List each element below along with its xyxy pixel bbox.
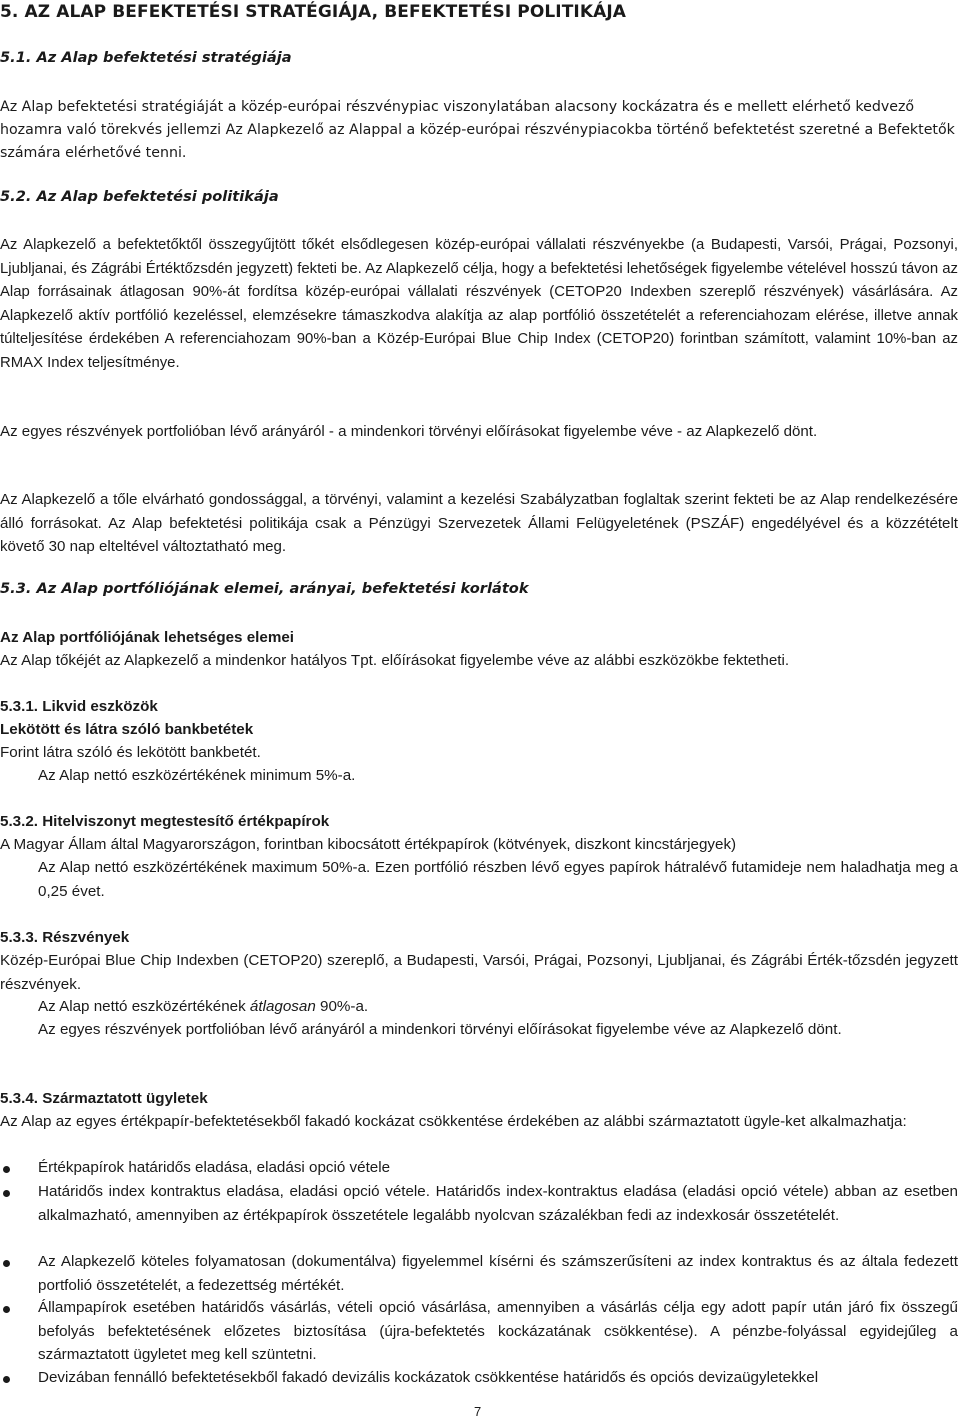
bullet-icon [3,1166,10,1173]
shares-line-2 [38,995,368,1019]
list-item [0,1296,958,1367]
list-item [0,1156,958,1180]
policy-paragraph-3: Az Alapkezelő a tőle elvárható gondossággal, a törvényi, valamint a kezelési Szabályzatban foglaltak szerint fekteti be az Alap rendelkezésére álló forrásokat. Az Alap befektetési politikája csak a Pénzügyi Szervezetek Állami Felügyeletének (PSZÁF) engedélyével és a közzétételt követő 30 nap elteltével változtatható meg. [0,491,958,556]
policy-paragraph-2: Az egyes részvények portfolióban lévő arányáról - a mindenkori törvényi előírásokat figyelembe véve - az Alapkezelő dönt. [0,423,818,440]
shares-line-1: Közép-Európai Blue Chip Indexben (CETOP20) szereplő, a Budapesti, Varsói, Prágai, Pozsonyi, Ljubljanai, és Zágrábi Érték-tőzsdén jegyzett részvények. [0,952,958,993]
heading-number: 5.3.4. [0,1090,43,1107]
bullet-icon [3,1190,10,1197]
shares-line-3: Az egyes részvények portfolióban lévő arányáról a mindenkori törvényi előírásokat figyelembe véve az Alapkezelő dönt. [38,1021,842,1038]
deposits-line-2: Az Alap nettó eszközértékének minimum 5%-a. [38,767,356,784]
portfolio-intro: Az Alap tőkéjét az Alapkezelő a mindenkor hatályos Tpt. előírásokat figyelembe véve az alábbi eszközökbe fektetheti. [0,652,790,669]
strategy-paragraph: Az Alap befektetési stratégiáját a közép-európai részvénypiac viszonylatában alacsony kockázatra és e mellett elérhető kedvező hozamra való törekvés jellemzi Az Alapkezelő az Alappal a közép-európai részvénypiacokba történő befektetést szeretné a Befektetők számára elérhetővé tenni. [0,99,955,161]
heading-number: 5.3.3. [0,929,43,946]
heading-5-3-2 [0,810,329,834]
shares-line-2-a: Az Alap nettó eszközértékének [38,998,250,1015]
heading-5-3-3 [0,926,129,950]
shares-line-2-italic: átlagosan [249,998,316,1015]
subsection-title-5-2: 5.2. Az Alap befektetési politikája [0,188,279,205]
heading-text: Részvények [42,929,130,946]
page-number: 7 [474,1404,482,1419]
heading-text: Hitelviszonyt megtestesítő értékpapírok [42,813,330,830]
list-item-text: Határidős index kontraktus eladása, eladási opció vétele. Határidős index-kontraktus eladása (eladási opció vétele) abban az esetben alkalmazható, amennyiben az értékpapírok összetétele legalább nyolcvan százalékban fedi az indexkosár összetételét. [38,1183,958,1224]
deposits-title: Lekötött és látra szóló bankbetétek [0,721,254,738]
list-item-text: Devizában fennálló befektetésekből fakadó devizális kockázatok csökkentése határidős és opciós devizaügyletekkel [38,1369,819,1386]
heading-text: Származtatott ügyletek [42,1090,208,1107]
list-item-text: Az Alapkezelő köteles folyamatosan (dokumentálva) figyelemmel kísérni és számszerűsíteni az index kontraktus és az általa fedezett portfolió összetételét, a fedezettség mértékét. [38,1253,958,1294]
bonds-line-1: A Magyar Állam által Magyarországon, forintban kibocsátott értékpapírok (kötvények, diszkont kincstárjegyek) [0,836,737,853]
deposits-line-1: Forint látra szóló és lekötött bankbetét. [0,744,261,761]
heading-number: 5.3.1. [0,698,43,715]
bonds-line-2: Az Alap nettó eszközértékének maximum 50%-a. Ezen portfólió részben lévő egyes papírok hátralévő futamideje nem haladhatja meg a 0,25 évet. [38,859,958,900]
subsection-title-5-1: 5.1. Az Alap befektetési stratégiája [0,49,292,66]
list-item-text: Értékpapírok határidős eladása, eladási opció vétele [38,1159,391,1176]
bullet-icon [3,1260,10,1267]
heading-5-3-1 [0,695,158,719]
portfolio-elements-title: Az Alap portfóliójának lehetséges elemei [0,629,294,646]
subsection-title-5-3: 5.3. Az Alap portfóliójának elemei, arányai, befektetési korlátok [0,580,529,597]
list-item [0,1366,958,1390]
heading-5-3-4 [0,1087,208,1111]
heading-text: Likvid eszközök [42,698,158,715]
bullet-icon [3,1376,10,1383]
list-item [0,1250,958,1297]
list-item [0,1180,958,1227]
heading-number: 5.3.2. [0,813,43,830]
section-heading: 5. AZ ALAP BEFEKTETÉSI STRATÉGIÁJA, BEFEKTETÉSI POLITIKÁJA [0,2,627,22]
bullet-icon [3,1306,10,1313]
derivatives-intro: Az Alap az egyes értékpapír-befektetésekből fakadó kockázat csökkentése érdekében az alábbi származtatott ügyle-ket alkalmazhatja: [0,1113,907,1130]
policy-paragraph-1: Az Alapkezelő a befektetőktől összegyűjtött tőkét elsődlegesen közép-európai vállalati részvényekbe (a Budapesti, Varsói, Prágai, Pozsonyi, Ljubljanai, és Zágrábi Értéktőzsdén jegyzett) fekteti be. Az Alapkezelő célja, hogy a befektetési lehetőségek figyelembe vételével hosszú távon az Alap forrásainak átlagosan 90%-át fordítsa közép-európai vállalati részvények (CETOP20 Indexben szereplő részvények) vásárlására. Az Alapkezelő aktív portfólió kezeléssel, elemzésekre támaszkodva alakítja az alap portfólió összetételét a referenciahozam elérése, illetve annak túlteljesítése érdekében A referenciahozam 90%-ban a Közép-Európai Blue Chip Index (CETOP20) forintban számított, valamint 10%-ban az RMAX Index teljesítménye. [0,237,958,371]
list-item-text: Állampapírok esetében határidős vásárlás, vételi opció vásárlása, amennyiben a vásárlás célja egy adott papír után járó fix összegű befolyás befektetésének előzetes biztosítása (újra-befektetés kockázatának csökkentése). A pénzbe-folyással egyidejűleg a származtatott ügyletet meg kell szüntetni. [38,1299,958,1364]
shares-line-2-c: 90%-a. [315,998,369,1015]
